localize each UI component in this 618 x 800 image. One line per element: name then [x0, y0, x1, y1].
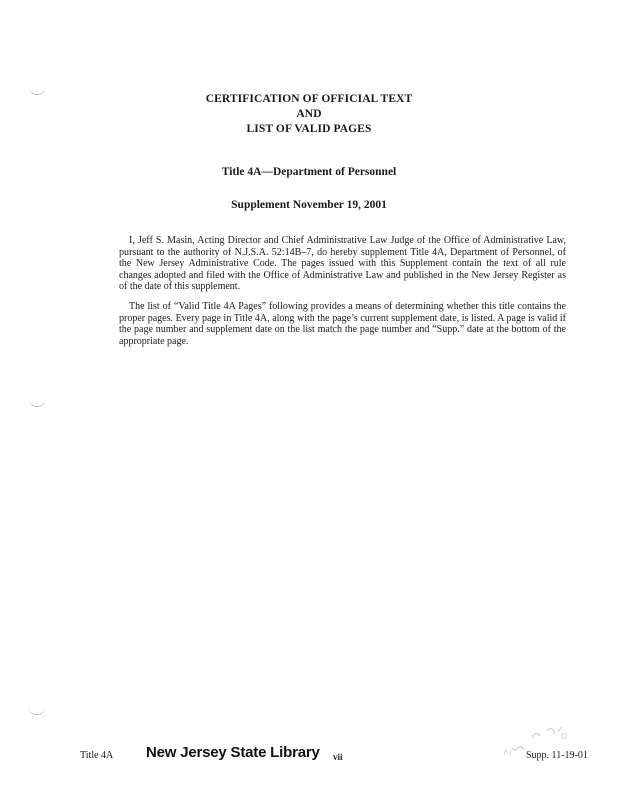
certification-heading	[0, 92, 618, 137]
library-stamp: New Jersey State Library	[146, 744, 320, 761]
footer-title: Title 4A	[80, 750, 114, 761]
heading-line: CERTIFICATION OF OFFICIAL TEXT	[205, 93, 413, 105]
margin-scan-mark	[28, 704, 46, 715]
supplement-date-heading: Supplement November 19, 2001	[231, 199, 387, 211]
footer-supplement-date: Supp. 11-19-01	[526, 750, 588, 761]
page-number: vii	[333, 752, 343, 762]
heading-line: LIST OF VALID PAGES	[246, 123, 372, 135]
title-department: Title 4A—Department of Personnel	[221, 166, 397, 178]
heading-line: AND	[296, 108, 322, 120]
valid-pages-paragraph: The list of “Valid Title 4A Pages” following provides a means of determining whether this title contains the proper pages. Every page in Title 4A, along with the page’s current supplement date, is listed. A page is valid if the page number and supplement date on the list match the page number and “Supp.” date at the bottom of the appropriate page.	[119, 301, 566, 347]
margin-scan-mark	[28, 396, 46, 407]
certification-paragraph: I, Jeff S. Masin, Acting Director and Chief Administrative Law Judge of the Office of Administrative Law, pursuant to the authority of N.J.S.A. 52:14B–7, do hereby supplement Title 4A, Department of Personnel, of the New Jersey Administrative Code. The pages issued with this Supplement contain the text of all rule changes adopted and filed with the Office of Administrative Law and published in the New Jersey Register as of the date of this supplement.	[119, 235, 566, 293]
